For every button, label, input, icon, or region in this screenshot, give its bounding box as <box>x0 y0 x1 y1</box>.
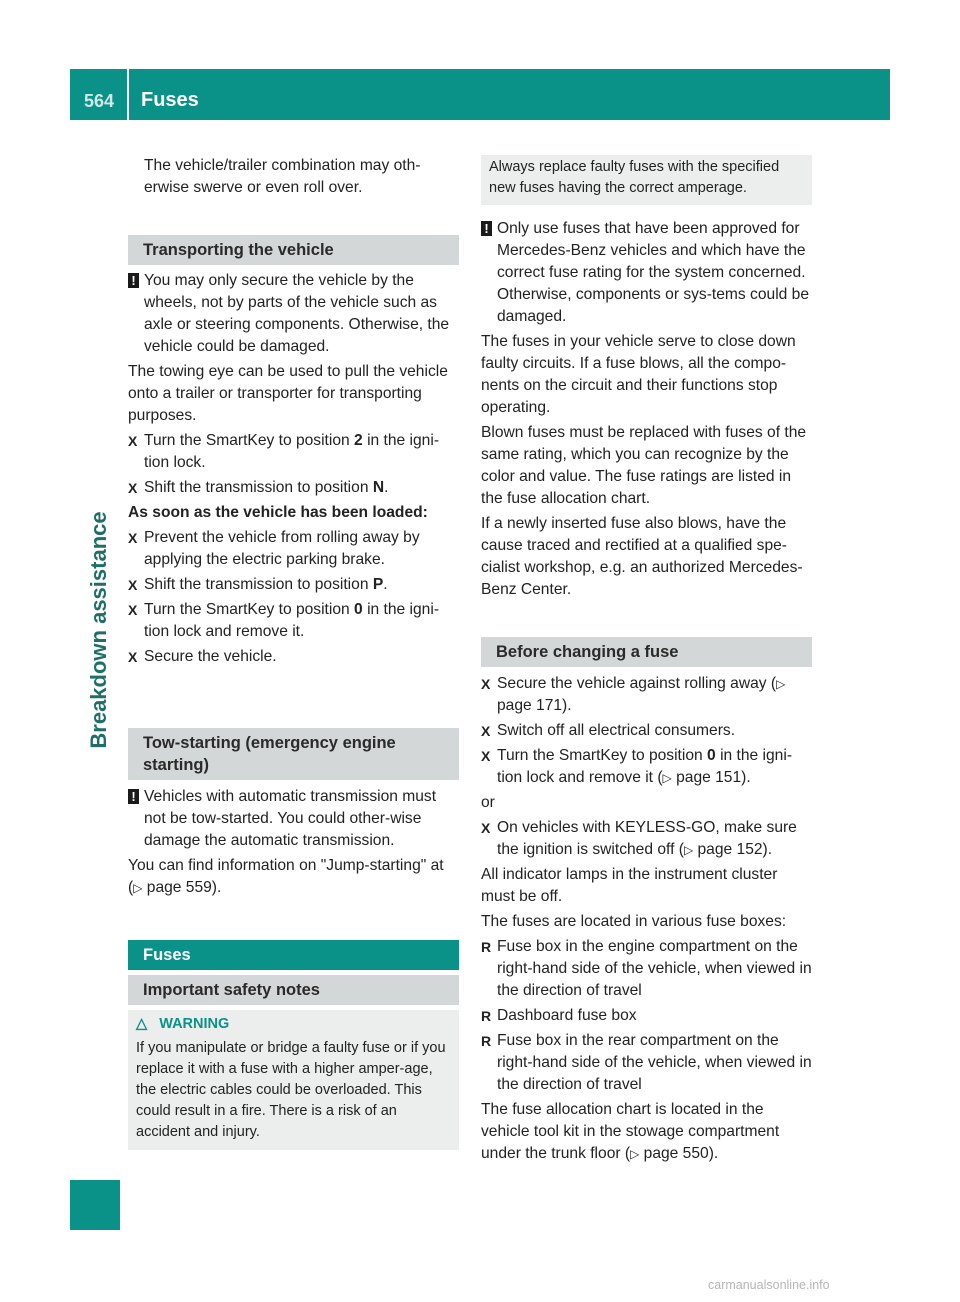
heading-transporting: Transporting the vehicle <box>128 235 459 265</box>
step-text: in the igni-tion lock and remove it ( <box>497 747 793 786</box>
arrow-icon: X <box>481 748 491 764</box>
arrow-icon: X <box>481 676 491 692</box>
step-text: On vehicles with KEYLESS-GO, make sure the ignition is switched off ( <box>497 819 797 858</box>
arrow-icon: X <box>128 649 138 665</box>
page-number: 564 <box>84 91 115 111</box>
fuse-purpose-paragraph: The fuses in your vehicle serve to close down faulty circuits. If a fuse blows, all the compo-nents on the circuit and their functions stop operating. <box>481 333 796 416</box>
jump-start-reference <box>128 855 459 899</box>
transport-section <box>128 270 459 671</box>
note-transport <box>128 270 459 358</box>
page-pointer-icon: ▷ <box>630 1147 640 1161</box>
arrow-icon: X <box>481 820 491 836</box>
step-text: Switch off all electrical consumers. <box>497 722 736 739</box>
tip-text: Always replace faulty fuses with the specified new fuses having the correct amperage. <box>489 159 780 196</box>
position-value: 2 <box>354 432 363 449</box>
step-item <box>128 599 459 643</box>
step-text: . <box>383 576 388 593</box>
step-text: Turn the SmartKey to position <box>144 432 355 449</box>
column-left <box>128 155 459 202</box>
warning-box <box>128 1010 459 1150</box>
tow-section <box>128 786 459 902</box>
arrow-icon: X <box>128 577 138 593</box>
before-changing-section <box>481 673 812 1168</box>
bullet-icon: R <box>481 1008 492 1024</box>
arrow-icon: X <box>128 433 138 449</box>
page-link[interactable]: page 171). <box>497 697 572 714</box>
position-value: P <box>372 576 384 593</box>
warning-title-row <box>136 1016 451 1032</box>
position-value: N <box>372 479 385 496</box>
step-text: . <box>384 479 389 496</box>
heading-before-changing: Before changing a fuse <box>481 637 812 667</box>
page-link[interactable]: page 559). <box>142 879 222 896</box>
heading-fuses: Fuses <box>128 940 459 970</box>
list-text: Fuse box in the engine compartment on the right-hand side of the vehicle, when viewed in the direction of travel <box>497 938 812 999</box>
step-item <box>481 817 812 861</box>
list-item <box>481 1005 812 1027</box>
blown-fuses-paragraph: Blown fuses must be replaced with fuses of the same rating, which you can recognize by the color and value. The fuse ratings are listed in the fuse allocation chart. <box>481 424 807 507</box>
arrow-icon: X <box>128 602 138 618</box>
tip-box <box>481 155 812 205</box>
list-text: Fuse box in the rear compartment on the right-hand side of the vehicle, when viewed in the direction of travel <box>497 1032 812 1093</box>
position-value: 0 <box>354 601 363 618</box>
step-item <box>128 477 459 499</box>
allocation-chart-paragraph <box>481 1099 812 1165</box>
page-pointer-icon: ▷ <box>133 881 143 895</box>
indicator-lamps-paragraph: All indicator lamps in the instrument cluster must be off. <box>481 866 778 905</box>
bullet-icon: R <box>481 939 492 955</box>
position-value: 0 <box>707 747 716 764</box>
exclamation-icon: ! <box>128 789 139 804</box>
workshop-paragraph: If a newly inserted fuse also blows, have the cause traced and rectified at a qualified spe-cialist workshop, e.g. an authorized Mercedes-Benz Center. <box>481 515 803 598</box>
step-item <box>481 673 812 717</box>
intro-text: The vehicle/trailer combination may oth-erwise swerve or even roll over. <box>144 157 421 196</box>
step-text: in the igni-tion lock and remove it. <box>144 601 440 640</box>
watermark: carmanualsonline.info <box>708 1278 830 1292</box>
step-text: Turn the SmartKey to position <box>144 601 355 618</box>
page-pointer-icon: ▷ <box>683 843 694 857</box>
note-tow-text: Vehicles with automatic transmission must not be tow-started. You could other-wise damage the automatic transmission. <box>144 788 437 849</box>
warning-title: WARNING <box>159 1016 230 1032</box>
chapter-side-label: Breakdown assistance <box>86 511 111 749</box>
loaded-heading: As soon as the vehicle has been loaded: <box>128 504 428 521</box>
page-link[interactable]: page 152). <box>693 841 773 858</box>
page-header <box>70 69 890 120</box>
heading-tow-starting: Tow-starting (emergency engine starting) <box>128 728 459 780</box>
step-item <box>481 720 812 742</box>
note-transport-text: You may only secure the vehicle by the wheels, not by parts of the vehicle such as axle or steering components. Otherwise, the vehicle could be damaged. <box>144 272 450 355</box>
step-text: Turn the SmartKey to position <box>497 747 708 764</box>
warning-icon: △ <box>136 1016 148 1032</box>
bullet-icon: R <box>481 1033 492 1049</box>
step-text: in the igni-tion lock. <box>144 432 440 471</box>
list-item <box>481 1030 812 1096</box>
arrow-icon: X <box>128 480 138 496</box>
exclamation-icon: ! <box>481 221 492 236</box>
arrow-icon: X <box>481 723 491 739</box>
step-item <box>128 430 459 474</box>
list-text: Dashboard fuse box <box>497 1007 637 1024</box>
note-approved-text: Only use fuses that have been approved for Mercedes-Benz vehicles and which have the correct fuse rating for the system concerned. Otherwise, components or sys-tems could be damaged. <box>497 220 810 325</box>
paragraph-text: The fuse allocation chart is located in the vehicle tool kit in the stowage compartment under the trunk floor ( <box>481 1101 780 1162</box>
arrow-icon: X <box>128 530 138 546</box>
column-right-top <box>481 218 812 604</box>
step-text: Secure the vehicle. <box>144 648 277 665</box>
page-link[interactable]: page 151). <box>671 769 751 786</box>
page-pointer-icon: ▷ <box>662 771 672 785</box>
reference-text: You can find information on "Jump-starting" at ( <box>128 857 444 896</box>
page-link[interactable]: page 550). <box>639 1145 719 1162</box>
section-title: Fuses <box>141 89 199 111</box>
note-tow <box>128 786 459 852</box>
step-text: Shift the transmission to position <box>144 479 373 496</box>
page-pointer-icon: ▷ <box>776 677 786 691</box>
list-item <box>481 936 812 1002</box>
warning-text: If you manipulate or bridge a faulty fuse or if you replace it with a fuse with a higher amper-age, the electric cables could be overloaded. This could result in a fire. There is a risk of an accident and injury. <box>136 1040 446 1140</box>
step-item <box>128 527 459 571</box>
towing-eye-paragraph: The towing eye can be used to pull the vehicle onto a trailer or transporter for transporting purposes. <box>128 363 448 424</box>
step-text: Shift the transmission to position <box>144 576 373 593</box>
header-divider <box>127 69 129 120</box>
or-text: or <box>481 794 495 811</box>
step-item <box>481 745 812 789</box>
step-item <box>128 574 459 596</box>
step-item <box>128 646 459 668</box>
note-approved-fuses <box>481 218 812 328</box>
fuse-boxes-intro: The fuses are located in various fuse boxes: <box>481 913 787 930</box>
step-text: Secure the vehicle against rolling away ( <box>497 675 777 692</box>
step-text: Prevent the vehicle from rolling away by applying the electric parking brake. <box>144 529 420 568</box>
heading-safety-notes: Important safety notes <box>128 975 459 1005</box>
chapter-tab-marker <box>70 1180 120 1230</box>
exclamation-icon: ! <box>128 273 139 288</box>
